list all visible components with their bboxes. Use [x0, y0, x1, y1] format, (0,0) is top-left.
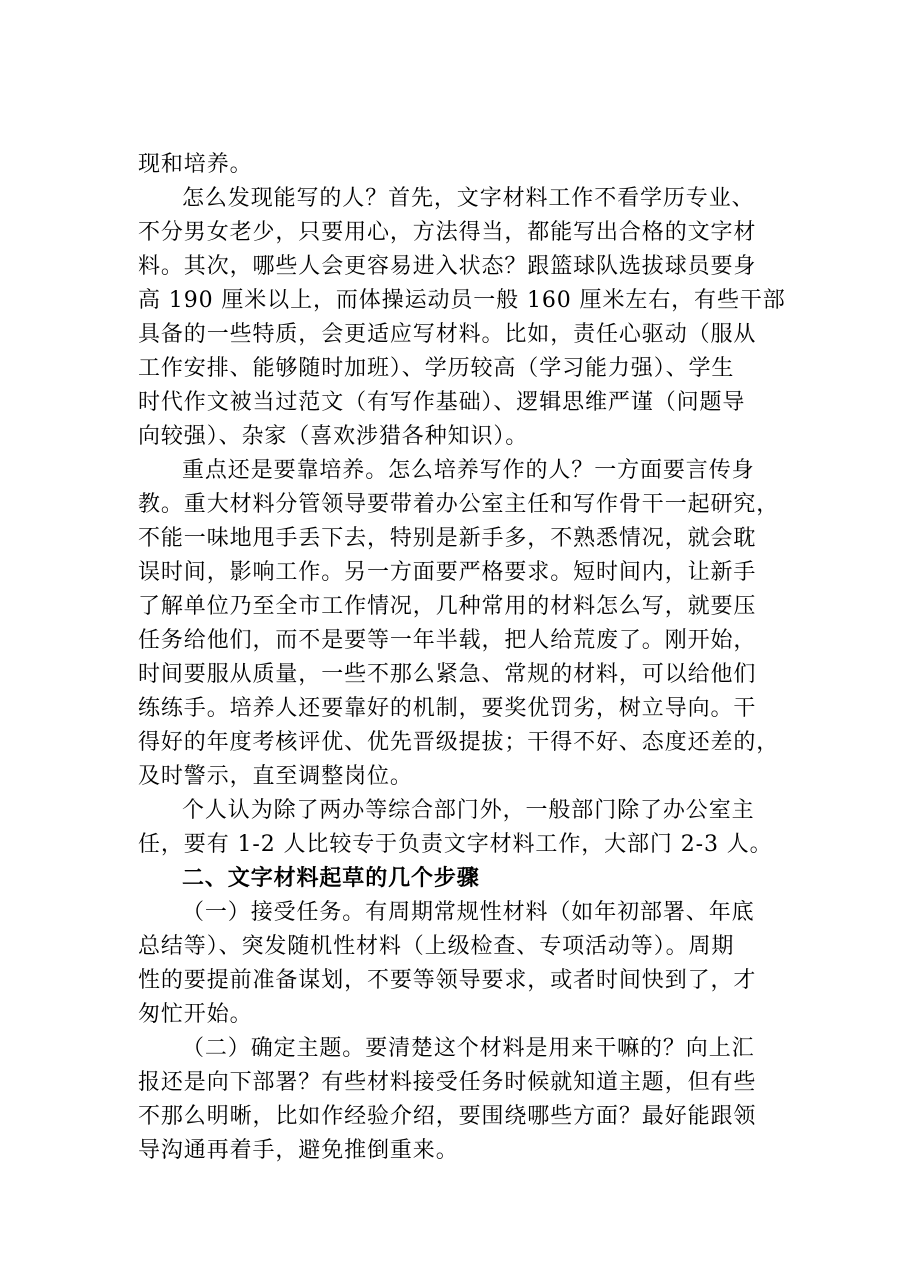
text-line: 报还是向下部署？有些材料接受任务时候就知道主题，但有些 [138, 1070, 757, 1095]
text-line: 不分男女老少，只要用心，方法得当，都能写出合格的文字材 [138, 220, 757, 245]
text-line: 性的要提前准备谋划，不要等领导要求，或者时间快到了，才 [138, 968, 757, 993]
text-line: 得好的年度考核评优、优先晋级提拔；干得不好、态度还差的， [138, 730, 780, 755]
document-body [138, 148, 810, 1168]
text-line: 现和培养。 [138, 152, 253, 177]
text-line: 及时警示，直至调整岗位。 [138, 764, 413, 789]
section-heading: 二、文字材料起草的几个步骤 [182, 866, 480, 891]
text-line: 料。其次，哪些人会更容易进入状态？跟篮球队选拔球员要身 [138, 254, 757, 279]
text-line: （一）接受任务。有周期常规性材料（如年初部署、年底 [182, 900, 755, 925]
text-line: 导沟通再着手，避免推倒重来。 [138, 1138, 459, 1163]
text-line: 时代作文被当过范文（有写作基础）、逻辑思维严谨（问题导 [138, 390, 746, 415]
text-line: 误时间，影响工作。另一方面要严格要求。短时间内，让新手 [138, 560, 757, 585]
text-line: 时间要服从质量，一些不那么紧急、常规的材料，可以给他们 [138, 662, 757, 687]
text-line: （二）确定主题。要清楚这个材料是用来干嘛的？向上汇 [182, 1036, 755, 1061]
text-line: 教。重大材料分管领导要带着办公室主任和写作骨干一起研究， [138, 492, 780, 517]
text-line: 任务给他们，而不是要等一年半载，把人给荒废了。刚开始， [138, 628, 757, 653]
text-line: 不那么明晰，比如作经验介绍，要围绕哪些方面？最好能跟领 [138, 1104, 757, 1129]
text-line: 具备的一些特质，会更适应写材料。比如，责任心驱动（服从 [138, 322, 757, 347]
text-line: 了解单位乃至全市工作情况，几种常用的材料怎么写，就要压 [138, 594, 757, 619]
text-line: 重点还是要靠培养。怎么培养写作的人？一方面要言传身 [182, 458, 755, 483]
text-line: 工作安排、能够随时加班）、学历较高（学习能力强）、学生 [138, 356, 735, 381]
text-line: 不能一味地甩手丢下去，特别是新手多，不熟悉情况，就会耽 [138, 526, 757, 551]
text-line: 个人认为除了两办等综合部门外，一般部门除了办公室主 [182, 798, 755, 823]
text-line: 怎么发现能写的人？首先，文字材料工作不看学历专业、 [182, 186, 755, 211]
text-line: 匆忙开始。 [138, 1002, 253, 1027]
text-line: 高 190 厘米以上，而体操运动员一般 160 厘米左右，有些干部 [138, 288, 786, 313]
text-line: 向较强）、杂家（喜欢涉猎各种知识）。 [138, 424, 529, 449]
text-line: 练练手。培养人还要靠好的机制，要奖优罚劣，树立导向。干 [138, 696, 757, 721]
text-line: 总结等）、突发随机性材料（上级检查、专项活动等）。周期 [138, 934, 735, 959]
text-line: 任，要有 1-2 人比较专于负责文字材料工作，大部门 2-3 人。 [138, 832, 773, 857]
